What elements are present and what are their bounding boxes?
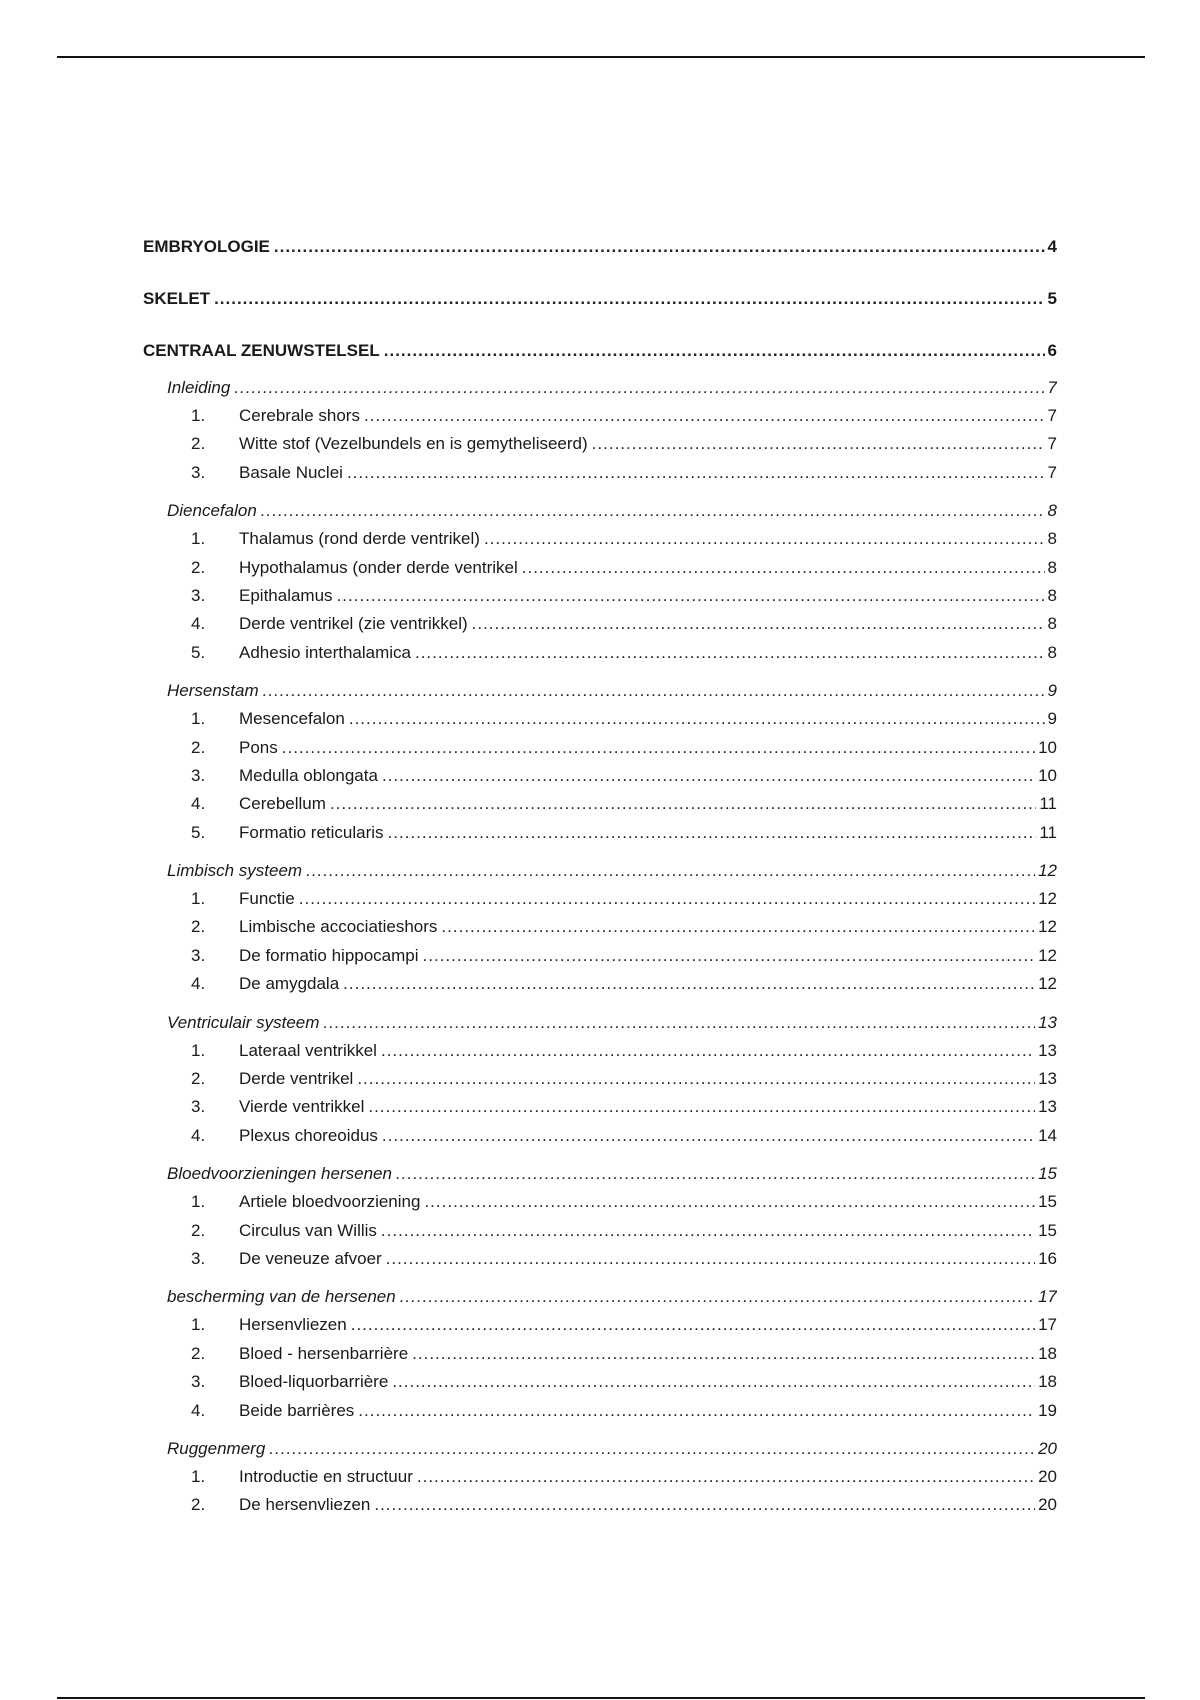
- toc-item-number: 1.: [191, 1040, 206, 1060]
- dot-leader: [396, 1160, 1035, 1188]
- toc-page-number: 8: [1047, 614, 1057, 634]
- toc-page-number: 5: [1047, 289, 1057, 308]
- toc-page-number: 10: [1038, 737, 1057, 757]
- toc-entry-label: Derde ventrikel (zie ventrikkel): [239, 614, 468, 634]
- toc-item[interactable]: [143, 1340, 1057, 1368]
- toc-entry-label: Adhesio interthalamica: [239, 642, 411, 662]
- toc-entry-label: Bloedvoorzieningen hersenen: [167, 1164, 392, 1184]
- dot-leader: [306, 857, 1035, 885]
- dot-leader: [388, 819, 1037, 847]
- dot-leader: [214, 286, 1044, 312]
- toc-page-number: 13: [1038, 1069, 1057, 1089]
- toc-item[interactable]: [143, 582, 1057, 610]
- toc-item[interactable]: [143, 1065, 1057, 1093]
- toc-page-number: 20: [1038, 1438, 1057, 1458]
- dot-leader: [386, 1245, 1035, 1273]
- footer-rule: [57, 1697, 1145, 1699]
- toc-item[interactable]: [143, 705, 1057, 733]
- toc-entry-label: Limbisch systeem: [167, 861, 303, 881]
- toc-page-number: 20: [1038, 1466, 1057, 1486]
- toc-item[interactable]: [143, 885, 1057, 913]
- toc-page-number: 18: [1038, 1343, 1057, 1363]
- toc-section[interactable]: [143, 1435, 1057, 1463]
- toc-item-number: 5.: [191, 822, 206, 842]
- dot-leader: [382, 762, 1035, 790]
- toc-item-number: 1.: [191, 709, 206, 729]
- toc-page-number: 14: [1038, 1125, 1057, 1145]
- toc-entry-label: Hersenstam: [167, 681, 259, 701]
- toc-item-number: 3.: [191, 945, 206, 965]
- toc-section[interactable]: [143, 677, 1057, 705]
- toc-item[interactable]: [143, 1093, 1057, 1121]
- toc-item[interactable]: [143, 1311, 1057, 1339]
- toc-item-number: 1.: [191, 1192, 206, 1212]
- toc-item[interactable]: [143, 1397, 1057, 1425]
- toc-item[interactable]: [143, 525, 1057, 553]
- dot-leader: [522, 554, 1045, 582]
- toc-item-number: 1.: [191, 406, 206, 425]
- dot-leader: [349, 705, 1045, 733]
- toc-entry-label: bescherming van de hersenen: [167, 1287, 396, 1307]
- toc-section[interactable]: [143, 857, 1057, 885]
- toc-entry-label: Cerebellum: [239, 794, 326, 814]
- toc-item-number: 4.: [191, 1125, 206, 1145]
- toc-page-number: 13: [1038, 1040, 1057, 1060]
- toc-page-number: 17: [1038, 1287, 1057, 1307]
- toc-page-number: 15: [1038, 1220, 1057, 1240]
- toc-entry-label: Vierde ventrikkel: [239, 1097, 365, 1117]
- toc-page-number: 12: [1038, 974, 1057, 994]
- dot-leader: [274, 234, 1045, 260]
- dot-leader: [368, 1093, 1035, 1121]
- toc-entry-label: De amygdala: [239, 974, 340, 994]
- toc-item-number: 4.: [191, 974, 206, 994]
- toc-item-number: 4.: [191, 614, 206, 634]
- dot-leader: [384, 338, 1045, 364]
- toc-item[interactable]: [143, 1122, 1057, 1150]
- toc-item[interactable]: [143, 1463, 1057, 1491]
- toc-item[interactable]: [143, 762, 1057, 790]
- toc-item-number: 1.: [191, 1466, 206, 1486]
- toc-entry-label: Artiele bloedvoorziening: [239, 1192, 421, 1212]
- toc-page-number: 8: [1047, 642, 1057, 662]
- dot-leader: [381, 1037, 1035, 1065]
- dot-leader: [472, 610, 1045, 638]
- dot-leader: [323, 1009, 1035, 1037]
- dot-leader: [400, 1283, 1035, 1311]
- toc-page-number: 10: [1038, 765, 1057, 785]
- toc-entry-label: Cerebrale shors: [239, 406, 360, 425]
- toc-page-number: 8: [1047, 585, 1057, 605]
- dot-leader: [364, 402, 1045, 430]
- dot-leader: [357, 1065, 1035, 1093]
- toc-item-number: 1.: [191, 889, 206, 909]
- toc-item[interactable]: [143, 459, 1057, 487]
- toc-item-number: 1.: [191, 1315, 206, 1335]
- toc-entry-label: Basale Nuclei: [239, 462, 343, 482]
- toc-item-number: 4.: [191, 1400, 206, 1420]
- toc-item-number: 3.: [191, 1248, 206, 1268]
- toc-page-number: 9: [1047, 681, 1057, 701]
- toc-item[interactable]: [143, 1217, 1057, 1245]
- toc-item-number: 2.: [191, 1343, 206, 1363]
- toc-section[interactable]: [143, 374, 1057, 402]
- dot-leader: [592, 430, 1045, 458]
- toc-item-number: 3.: [191, 1097, 206, 1117]
- dot-leader: [343, 970, 1035, 998]
- toc-page-number: 8: [1047, 529, 1057, 549]
- toc-page-number: 13: [1038, 1097, 1057, 1117]
- toc-item[interactable]: [143, 970, 1057, 998]
- toc-page-number: 9: [1047, 709, 1057, 729]
- toc-page-number: 7: [1047, 406, 1057, 425]
- toc-entry-label: Formatio reticularis: [239, 822, 384, 842]
- toc-item-number: 1.: [191, 529, 206, 549]
- toc-entry-label: Witte stof (Vezelbundels en is gemytheliseerd): [239, 434, 588, 454]
- toc-item-number: 3.: [191, 1372, 206, 1392]
- toc-entry-label: Limbische accociatieshors: [239, 917, 438, 937]
- dot-leader: [337, 582, 1045, 610]
- toc-entry-label: Ventriculair systeem: [167, 1012, 320, 1032]
- dot-leader: [415, 639, 1045, 667]
- toc-entry-label: Diencefalon: [167, 501, 257, 521]
- toc-item[interactable]: [143, 402, 1057, 430]
- dot-leader: [374, 1491, 1035, 1519]
- toc-entry-label: Thalamus (rond derde ventrikel): [239, 529, 480, 549]
- toc-page-number: 20: [1038, 1495, 1057, 1515]
- toc-item-number: 4.: [191, 794, 206, 814]
- dot-leader: [358, 1397, 1035, 1425]
- toc-page-number: 19: [1038, 1400, 1057, 1420]
- toc-item[interactable]: [143, 1368, 1057, 1396]
- toc-page-number: 11: [1039, 822, 1057, 842]
- toc-item[interactable]: [143, 430, 1057, 458]
- toc-entry-label: EMBRYOLOGIE: [143, 237, 270, 256]
- toc-entry-label: De hersenvliezen: [239, 1495, 371, 1515]
- toc-entry-label: Mesencefalon: [239, 709, 345, 729]
- toc-page-number: 15: [1038, 1192, 1057, 1212]
- toc-page-number: 7: [1047, 462, 1057, 482]
- toc-page-number: 8: [1047, 557, 1057, 577]
- toc-page-number: 12: [1038, 945, 1057, 965]
- toc-item-number: 2.: [191, 737, 206, 757]
- dot-leader: [269, 1435, 1035, 1463]
- toc-page-number: 6: [1047, 341, 1057, 360]
- toc-item-number: 2.: [191, 917, 206, 937]
- toc-item-number: 3.: [191, 462, 206, 482]
- toc-page-number: 18: [1038, 1372, 1057, 1392]
- toc-page-number: 12: [1038, 917, 1057, 937]
- toc-entry-label: CENTRAAL ZENUWSTELSEL: [143, 341, 380, 360]
- toc-item-number: 2.: [191, 434, 206, 454]
- toc-page-number: 8: [1047, 501, 1057, 521]
- toc-item[interactable]: [143, 790, 1057, 818]
- dot-leader: [299, 885, 1035, 913]
- toc-entry-label: Medulla oblongata: [239, 765, 378, 785]
- toc-page-number: 4: [1047, 237, 1057, 256]
- toc-page-number: 11: [1039, 794, 1057, 814]
- toc-entry-label: Ruggenmerg: [167, 1438, 266, 1458]
- toc-item[interactable]: [143, 734, 1057, 762]
- header-rule: [57, 56, 1145, 58]
- dot-leader: [261, 497, 1045, 525]
- toc-item-number: 3.: [191, 765, 206, 785]
- toc-item-number: 2.: [191, 557, 206, 577]
- toc-entry-label: Functie: [239, 889, 295, 909]
- toc-item-number: 5.: [191, 642, 206, 662]
- dot-leader: [282, 734, 1035, 762]
- toc-entry-label: Epithalamus: [239, 585, 333, 605]
- dot-leader: [351, 1311, 1035, 1339]
- dot-leader: [417, 1463, 1035, 1491]
- toc-entry-label: SKELET: [143, 289, 211, 308]
- toc-section[interactable]: [143, 497, 1057, 525]
- toc-entry-label: Hypothalamus (onder derde ventrikel: [239, 557, 518, 577]
- toc-item[interactable]: [143, 1245, 1057, 1273]
- toc-entry-label: Lateraal ventrikkel: [239, 1040, 377, 1060]
- toc-entry-label: Beide barrières: [239, 1400, 355, 1420]
- toc-item[interactable]: [143, 819, 1057, 847]
- toc-item[interactable]: [143, 1037, 1057, 1065]
- toc-page-number: 7: [1047, 434, 1057, 454]
- toc-item[interactable]: [143, 913, 1057, 941]
- toc-section[interactable]: [143, 1160, 1057, 1188]
- toc-page-number: 12: [1038, 889, 1057, 909]
- dot-leader: [484, 525, 1045, 553]
- toc-entry-label: Pons: [239, 737, 278, 757]
- toc-item-number: 3.: [191, 585, 206, 605]
- toc-entry-label: De veneuze afvoer: [239, 1248, 382, 1268]
- dot-leader: [423, 942, 1036, 970]
- toc-entry-label: Hersenvliezen: [239, 1315, 347, 1335]
- dot-leader: [382, 1122, 1035, 1150]
- dot-leader: [234, 374, 1044, 402]
- toc-page-number: 15: [1038, 1164, 1057, 1184]
- toc-page-number: 12: [1038, 861, 1057, 881]
- toc-item[interactable]: [143, 610, 1057, 638]
- dot-leader: [347, 459, 1045, 487]
- dot-leader: [392, 1368, 1035, 1396]
- toc-chapter[interactable]: [143, 286, 1057, 312]
- toc-entry-label: Bloed - hersenbarrière: [239, 1343, 409, 1363]
- dot-leader: [441, 913, 1035, 941]
- toc-page-number: 7: [1047, 378, 1057, 397]
- toc-entry-label: Inleiding: [167, 378, 231, 397]
- toc-entry-label: Circulus van Willis: [239, 1220, 377, 1240]
- toc-item[interactable]: [143, 942, 1057, 970]
- toc-item[interactable]: [143, 639, 1057, 667]
- toc-item-number: 2.: [191, 1495, 206, 1515]
- toc-item[interactable]: [143, 554, 1057, 582]
- toc-entry-label: Plexus choreoidus: [239, 1125, 378, 1145]
- toc-chapter[interactable]: [143, 338, 1057, 364]
- toc-entry-label: Bloed-liquorbarrière: [239, 1372, 389, 1392]
- table-of-contents: [143, 234, 1057, 1520]
- toc-item-number: 2.: [191, 1069, 206, 1089]
- toc-item[interactable]: [143, 1188, 1057, 1216]
- dot-leader: [424, 1188, 1035, 1216]
- dot-leader: [381, 1217, 1035, 1245]
- dot-leader: [263, 677, 1045, 705]
- toc-page-number: 17: [1038, 1315, 1057, 1335]
- toc-item-number: 2.: [191, 1220, 206, 1240]
- toc-entry-label: Derde ventrikel: [239, 1069, 354, 1089]
- toc-item[interactable]: [143, 1491, 1057, 1519]
- toc-page-number: 16: [1038, 1248, 1057, 1268]
- toc-entry-label: Introductie en structuur: [239, 1466, 413, 1486]
- dot-leader: [412, 1340, 1035, 1368]
- toc-section[interactable]: [143, 1009, 1057, 1037]
- toc-section[interactable]: [143, 1283, 1057, 1311]
- toc-page-number: 13: [1038, 1012, 1057, 1032]
- dot-leader: [330, 790, 1036, 818]
- toc-chapter[interactable]: [143, 234, 1057, 260]
- toc-entry-label: De formatio hippocampi: [239, 945, 419, 965]
